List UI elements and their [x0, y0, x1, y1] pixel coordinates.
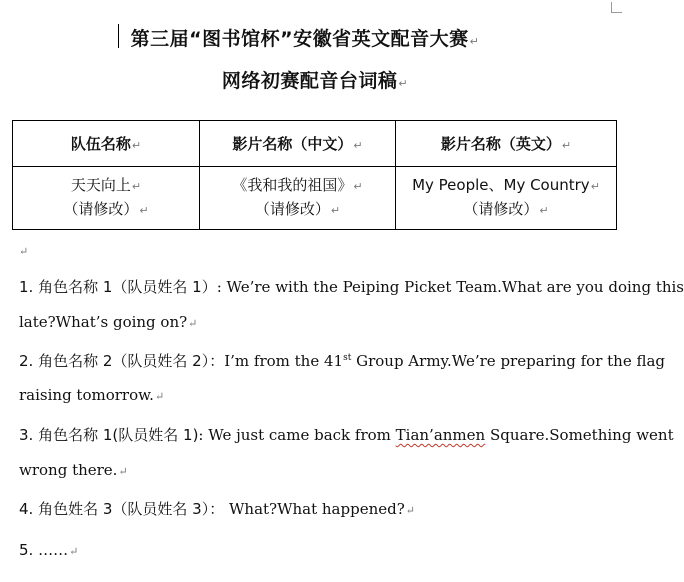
cell-film-name-cn[interactable]: 《我和我的祖国》↵ （请修改）↵ [200, 167, 396, 230]
script-line-5[interactable]: 5. ……↵ [19, 541, 79, 559]
role-name: 角色姓名 3（队员姓名 3） [38, 500, 210, 518]
paragraph-mark-icon: ↵ [330, 204, 341, 217]
paragraph-mark-icon: ↵ [353, 139, 363, 152]
page-corner-mark [611, 2, 622, 13]
header-film-name-en[interactable]: 影片名称（英文）↵ [396, 121, 617, 167]
role-name: 角色名称 1（队员姓名 1） [38, 278, 217, 296]
dialogue-text: Group Army.We’re preparing for the flag [351, 352, 666, 370]
dialogue-text: …… [38, 541, 69, 559]
paragraph-mark-icon: ↵ [118, 465, 128, 478]
empty-paragraph[interactable] [18, 240, 28, 259]
paragraph-mark-icon: ↵ [405, 504, 415, 517]
paragraph-mark-icon: ↵ [561, 139, 572, 152]
header-film-name-cn[interactable]: 影片名称（中文）↵ [200, 121, 396, 167]
script-line-2-cont[interactable] [19, 386, 164, 404]
spellcheck-flagged-word[interactable]: Tian’anmen [395, 426, 486, 444]
table-row [13, 167, 617, 230]
dialogue-text: ： What?What happened? [209, 500, 405, 518]
paragraph-mark-icon: ↵ [398, 77, 409, 90]
header-team-name[interactable]: 队伍名称↵ [13, 121, 200, 167]
dialogue-text: ：I’m from the 41 [209, 352, 344, 370]
paragraph-mark-icon: ↵ [131, 180, 142, 193]
paragraph-mark-icon: ↵ [154, 390, 165, 403]
dialogue-text: wrong there. [19, 461, 118, 479]
paragraph-mark-icon: ↵ [188, 317, 198, 330]
paragraph-mark-icon: ↵ [139, 204, 149, 217]
team-info-table [12, 120, 617, 230]
dialogue-text: : We just came back from [198, 426, 396, 444]
cell-film-name-en[interactable]: My People、My Country↵ （请修改）↵ [396, 167, 617, 230]
script-line-3-cont[interactable] [19, 461, 128, 479]
dialogue-text: late?What’s going on? [19, 313, 188, 331]
role-name: 角色名称 1(队员姓名 1) [38, 426, 199, 444]
title-line-1: 第三届“图书馆杯”安徽省英文配音大赛 [130, 28, 469, 50]
document-title[interactable] [0, 24, 620, 51]
dialogue-text: Square.Something went [485, 426, 674, 444]
script-line-3[interactable]: 3. 角色名称 1(队员姓名 1): We just came back from Tian’anmen Square.Something went [19, 426, 674, 444]
script-line-4[interactable]: 4. 角色姓名 3（队员姓名 3）： What?What happened?↵ [19, 500, 415, 518]
document-subtitle[interactable] [0, 66, 630, 93]
paragraph-mark-icon: ↵ [539, 204, 549, 217]
cell-team-name[interactable]: 天天向上↵ （请修改）↵ [13, 167, 200, 230]
paragraph-mark-icon: ↵ [19, 245, 29, 258]
script-line-2[interactable]: 2. 角色名称 2（队员姓名 2）：I’m from the 41st Group Army.We’re preparing for the flag [19, 352, 666, 370]
role-name: 角色名称 2（队员姓名 2） [38, 352, 210, 370]
dialogue-text: : We’re with the Peiping Picket Team.What are you doing this [216, 278, 684, 296]
script-line-1[interactable]: 1. 角色名称 1（队员姓名 1）: We’re with the Peiping Picket Team.What are you doing this [19, 278, 684, 296]
table-header-row [13, 121, 617, 167]
paragraph-mark-icon: ↵ [69, 545, 79, 558]
paragraph-mark-icon: ↵ [131, 139, 142, 152]
script-line-1-cont[interactable] [19, 313, 197, 331]
dialogue-text: raising tomorrow. [19, 386, 154, 404]
paragraph-mark-icon: ↵ [353, 180, 363, 193]
paragraph-mark-icon: ↵ [590, 180, 600, 193]
paragraph-mark-icon: ↵ [469, 35, 480, 48]
title-line-2: 网络初赛配音台词稿 [221, 70, 398, 92]
